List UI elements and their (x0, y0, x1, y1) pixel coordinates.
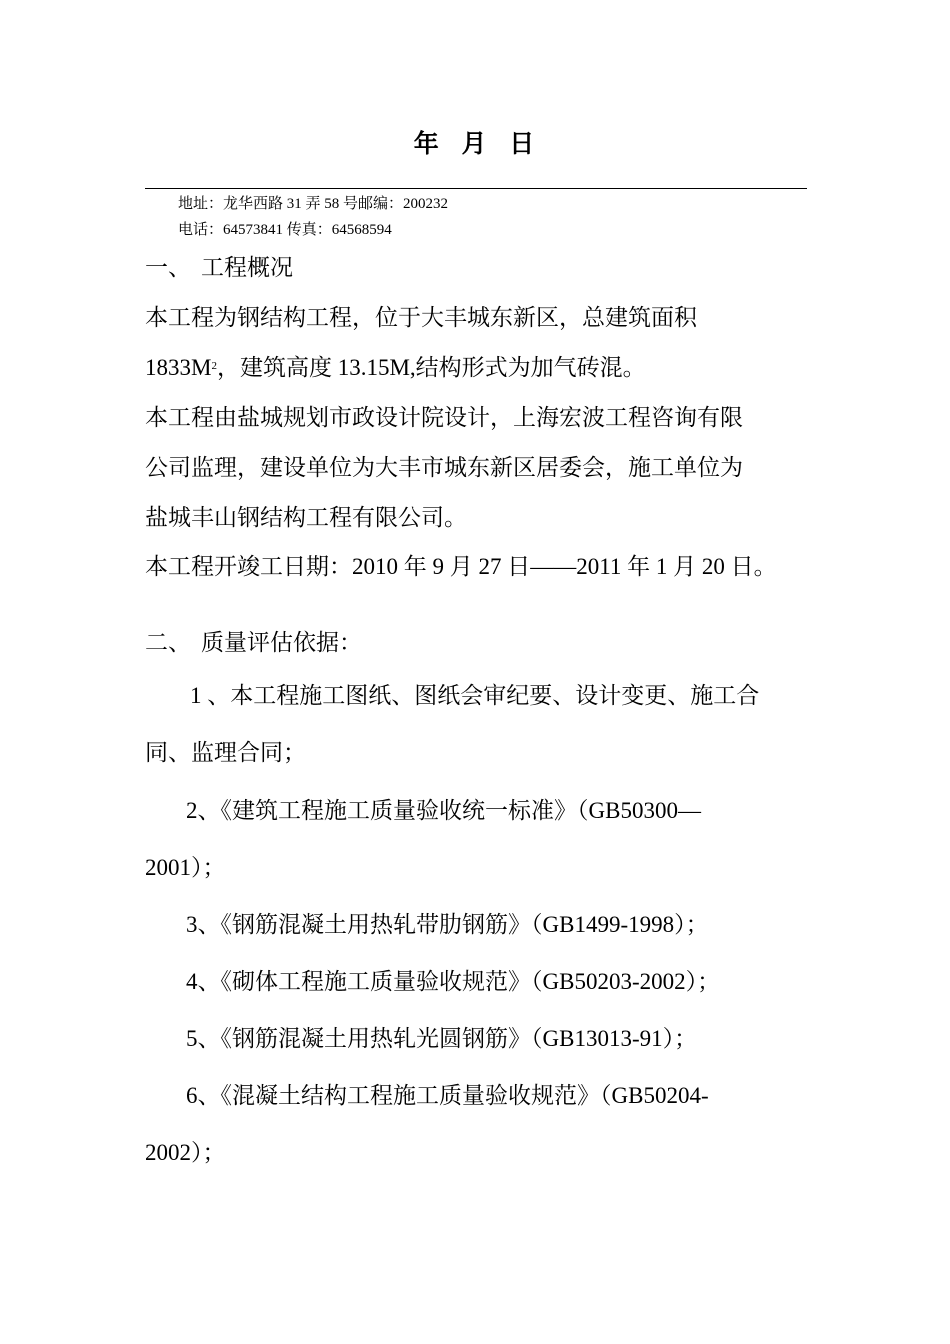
section1-line4: 公司监理，建设单位为大丰市城东新区居委会，施工单位为 (145, 455, 743, 480)
date-month: 月 (461, 129, 489, 158)
basis-item3: 3、《钢筋混凝土用热轧带肋钢筋》（GB1499-1998）； (186, 912, 709, 937)
phone-line: 电话：64573841 传真：64568594 (178, 222, 392, 238)
basis-item1-line1: 1 、本工程施工图纸、图纸会审纪要、设计变更、施工合 (190, 683, 760, 708)
date-year: 年 (413, 129, 441, 158)
section1-title: 工程概况 (201, 255, 293, 280)
section1-heading (145, 254, 293, 282)
section1-line2 (145, 354, 646, 382)
height-structure-text: ，建筑高度 13.15M,结构形式为加气砖混。 (216, 355, 646, 380)
basis-item1-line2: 同、监理合同； (145, 740, 306, 765)
section1-line3: 本工程由盐城规划市政设计院设计，上海宏波工程咨询有限 (145, 405, 743, 430)
section2-number: 二、 (145, 630, 191, 655)
section1-line1: 本工程为钢结构工程，位于大丰城东新区，总建筑面积 (145, 305, 697, 330)
section1-line5: 盐城丰山钢结构工程有限公司。 (145, 505, 467, 530)
section2-title: 质量评估依据： (201, 630, 362, 655)
basis-item5: 5、《钢筋混凝土用热轧光圆钢筋》（GB13013-91）； (186, 1026, 698, 1051)
area-unit-exponent: 2 (211, 360, 217, 372)
basis-item6-line2: 2002）； (145, 1140, 226, 1165)
area-value: 1833M (145, 355, 212, 380)
header-divider (145, 188, 807, 189)
date-heading (0, 124, 950, 160)
basis-item2-line1: 2、《建筑工程施工质量验收统一标准》（GB50300— (186, 798, 701, 823)
date-day: 日 (509, 129, 537, 158)
address-line: 地址：龙华西路 31 弄 58 号邮编：200232 (178, 196, 449, 212)
basis-item4: 4、《砌体工程施工质量验收规范》（GB50203-2002）； (186, 969, 721, 994)
basis-item2-line2: 2001）； (145, 855, 226, 880)
section2-heading (145, 629, 362, 657)
basis-item6-line1: 6、《混凝土结构工程施工质量验收规范》（GB50204- (186, 1083, 709, 1108)
section1-number: 一、 (145, 255, 191, 280)
section1-line6: 本工程开竣工日期：2010 年 9 月 27 日——2011 年 1 月 20 日。 (145, 554, 777, 579)
